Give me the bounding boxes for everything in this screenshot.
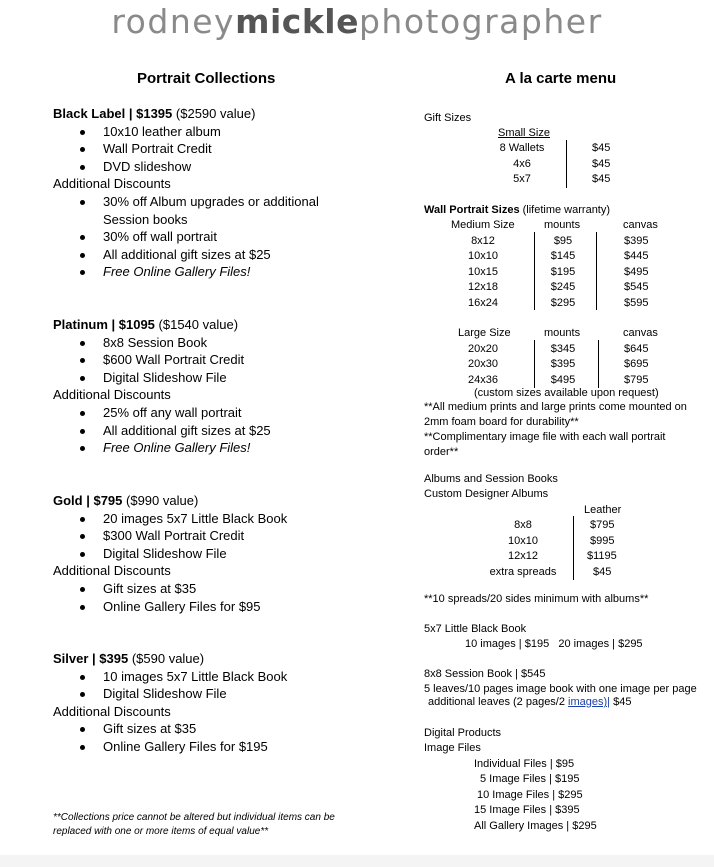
list-item: 25% off any wall portrait	[53, 404, 393, 422]
list-item: Gift sizes at $35	[53, 720, 393, 738]
wall-size: 24x36	[468, 374, 498, 386]
note-line: **All medium prints and large prints come mounted on	[424, 401, 687, 413]
wall-mount-price: $195	[550, 266, 576, 278]
note-line: **Complimentary image file with each wall portrait	[424, 431, 666, 443]
session-book-title: 8x8 Session Book | $545	[424, 668, 546, 680]
list-item: All additional gift sizes at $25	[53, 246, 393, 264]
wall-mount-price: $495	[550, 374, 576, 386]
canvas-heading: canvas	[623, 219, 658, 231]
list-item: Online Gallery Files for $195	[53, 738, 393, 756]
digital-product-item: 10 Image Files | $295	[477, 789, 583, 801]
list-item: DVD slideshow	[53, 158, 393, 176]
leather-heading: Leather	[584, 504, 622, 516]
list-item: 8x8 Session Book	[53, 334, 393, 352]
wall-canvas-price: $495	[624, 266, 649, 278]
note-line: 2mm foam board for durability**	[424, 416, 579, 428]
list-item-continued	[53, 211, 393, 229]
foam-board-note	[424, 400, 687, 460]
wall-size: 20x30	[468, 358, 498, 370]
wall-mount-price: $145	[550, 250, 576, 262]
wall-divider	[534, 340, 535, 388]
discount-items	[53, 580, 393, 615]
album-size: 12x12	[508, 550, 538, 562]
mounts-heading: mounts	[544, 327, 581, 339]
package-value: ($2590 value)	[175, 106, 256, 121]
list-item: 20 images 5x7 Little Black Book	[53, 510, 393, 528]
package-name: Gold | $795	[53, 493, 123, 508]
album-size: 8x8	[514, 519, 532, 531]
note-line: order**	[424, 446, 459, 458]
album-size: 10x10	[508, 535, 538, 547]
package-name: Silver | $395	[53, 651, 129, 666]
discount-items	[53, 720, 393, 755]
logo-part-2: mickle	[235, 2, 359, 41]
digital-product-item: All Gallery Images | $295	[474, 820, 597, 832]
gift-col-heading: Small Size	[498, 127, 550, 139]
discount-items	[53, 404, 393, 457]
page-bottom-edge	[0, 855, 714, 867]
package-heading	[53, 492, 393, 510]
list-item: Digital Slideshow File	[53, 545, 393, 563]
album-price: $1195	[587, 550, 617, 562]
discount-items	[53, 193, 393, 281]
wall-canvas-price: $545	[624, 281, 649, 293]
digital-product-item: 15 Image Files | $395	[474, 804, 580, 816]
gift-price: $45	[592, 158, 611, 170]
albums-subheading: Custom Designer Albums	[424, 488, 549, 500]
gift-price: $45	[592, 142, 611, 154]
wall-canvas-price: $645	[624, 343, 649, 355]
digital-product-item: 5 Image Files | $195	[480, 773, 580, 785]
gold-package	[53, 492, 393, 615]
package-value: ($990 value)	[126, 493, 199, 508]
list-item: 30% off wall portrait	[53, 228, 393, 246]
wall-canvas-price: $395	[624, 235, 649, 247]
list-item: 30% off Album upgrades or additional	[53, 193, 393, 211]
wall-size: 16x24	[468, 297, 498, 309]
list-item: Gift sizes at $35	[53, 580, 393, 598]
wall-canvas-price: $795	[624, 374, 649, 386]
list-item: Free Online Gallery Files!	[53, 263, 393, 281]
list-item: Online Gallery Files for $95	[53, 598, 393, 616]
package-value: ($590 value)	[131, 651, 205, 666]
wall-divider	[598, 340, 599, 388]
album-divider	[573, 516, 574, 580]
logo-part-1: rodney	[111, 2, 236, 41]
wall-size: 12x18	[468, 281, 498, 293]
list-item: Free Online Gallery Files!	[53, 439, 393, 457]
footnote-line: **Collections price cannot be altered but individual items can be	[53, 812, 335, 823]
wall-mount-price: $395	[550, 358, 576, 370]
wall-mount-price: $245	[550, 281, 576, 293]
logo-part-3: photographer	[358, 2, 603, 41]
list-item: $600 Wall Portrait Credit	[53, 351, 393, 369]
logo-wordmark	[0, 2, 714, 41]
collections-footnote	[53, 811, 335, 839]
black-label-package	[53, 105, 393, 281]
album-price: $995	[590, 535, 615, 547]
list-item: $300 Wall Portrait Credit	[53, 527, 393, 545]
wall-size: 8x12	[471, 235, 495, 247]
session-book-additional	[428, 695, 631, 710]
gift-size: 8 Wallets	[499, 142, 545, 154]
package-items	[53, 668, 393, 703]
platinum-package	[53, 316, 393, 457]
package-heading	[53, 650, 393, 668]
list-item: 10 images 5x7 Little Black Book	[53, 668, 393, 686]
wall-divider	[534, 232, 535, 310]
wall-canvas-price: $595	[624, 297, 649, 309]
package-heading	[53, 316, 393, 334]
wall-heading-text: Wall Portrait Sizes	[424, 204, 520, 216]
list-item: Wall Portrait Credit	[53, 140, 393, 158]
image-files-subheading: Image Files	[424, 742, 481, 754]
wall-heading-note: (lifetime warranty)	[522, 204, 611, 216]
package-value: ($1540 value)	[158, 317, 239, 332]
medium-size-heading: Medium Size	[451, 219, 515, 231]
gift-divider	[566, 140, 567, 188]
package-name: Platinum | $1095	[53, 317, 155, 332]
package-items	[53, 123, 393, 176]
package-heading	[53, 105, 393, 123]
discounts-label: Additional Discounts	[53, 703, 171, 719]
list-item: Digital Slideshow File	[53, 369, 393, 387]
album-price: $45	[593, 566, 612, 578]
little-black-book-prices: 10 images | $195 20 images | $295	[465, 638, 643, 650]
additional-price: $45	[610, 696, 632, 708]
wall-size: 10x15	[468, 266, 498, 278]
wall-mount-price: $95	[553, 235, 573, 247]
digital-products-heading: Digital Products	[424, 727, 502, 739]
discounts-label: Additional Discounts	[53, 563, 171, 579]
discounts-label: Additional Discounts	[53, 387, 171, 403]
canvas-heading: canvas	[623, 327, 658, 339]
list-item: All additional gift sizes at $25	[53, 422, 393, 440]
package-items	[53, 334, 393, 387]
additional-link[interactable]: images)|	[568, 696, 611, 708]
list-item: 10x10 leather album	[53, 123, 393, 141]
gift-price: $45	[592, 173, 611, 185]
footnote-line: replaced with one or more items of equal value**	[53, 826, 269, 837]
wall-size: 20x20	[468, 343, 498, 355]
silver-package	[53, 650, 393, 756]
gift-size: 5x7	[513, 173, 531, 185]
portrait-collections-title: Portrait Collections	[137, 70, 276, 87]
large-size-heading: Large Size	[458, 327, 511, 339]
wall-mount-price: $345	[550, 343, 576, 355]
discounts-label: Additional Discounts	[53, 176, 171, 192]
gift-size: 4x6	[513, 158, 531, 170]
wall-divider	[596, 232, 597, 310]
session-book-desc: 5 leaves/10 pages image book with one image per page	[424, 683, 697, 695]
list-item: Digital Slideshow File	[53, 685, 393, 703]
gift-sizes-heading: Gift Sizes	[424, 112, 472, 124]
wall-size: 10x10	[468, 250, 498, 262]
custom-sizes-note: (custom sizes available upon request)	[474, 387, 659, 399]
package-items	[53, 510, 393, 563]
wall-heading	[424, 203, 610, 218]
little-black-book-title: 5x7 Little Black Book	[424, 623, 527, 635]
wall-canvas-price: $695	[624, 358, 649, 370]
wall-canvas-price: $445	[624, 250, 649, 262]
list-item-text: Session books	[103, 211, 188, 227]
a-la-carte-title: A la carte menu	[505, 70, 617, 87]
albums-minimum-note: **10 spreads/20 sides minimum with albums**	[424, 593, 649, 605]
album-size: extra spreads	[489, 566, 557, 578]
digital-product-item: Individual Files | $95	[474, 758, 575, 770]
album-price: $795	[590, 519, 615, 531]
wall-mount-price: $295	[550, 297, 576, 309]
package-name: Black Label | $1395	[53, 106, 173, 121]
albums-heading: Albums and Session Books	[424, 473, 558, 485]
mounts-heading: mounts	[544, 219, 581, 231]
additional-text: additional leaves (2 pages/2	[428, 696, 569, 708]
